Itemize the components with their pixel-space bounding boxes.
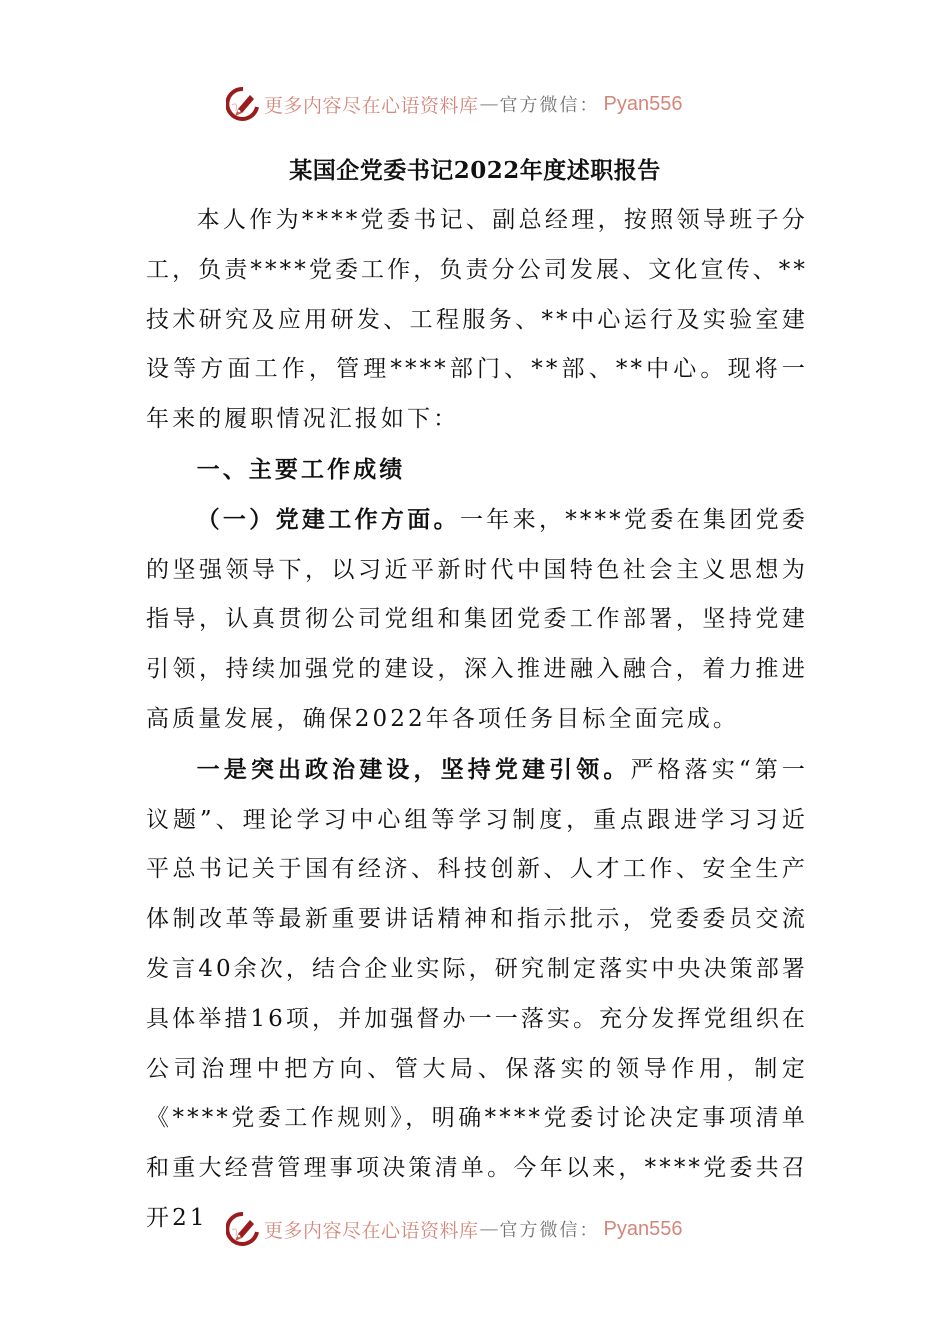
paragraph-text: 严格落实“第一议题”、理论学习中心组等学习制度，重点跟进学习习近平总书记关于国有经济、科技创新、人才工作、安全生产体制改革等最新重要讲话精神和指示批示，党委委员交流发言40余次，结合企业实际，研究制定落实中央决策部署具体举措16项，并加强督办一一落实。充分发挥党组织在公司治理中把方向、管大局、保落实的领导作用，制定《****党委工作规则》，明确****党委讨论决定事项清单和重大经营管理事项决策清单。今年以来，****党委共召开21	[146, 756, 808, 1231]
watermark-label: 官方微信：	[499, 95, 600, 116]
pen-nib-logo-icon	[226, 87, 260, 121]
watermark-label: 官方微信：	[499, 1220, 600, 1241]
watermark-dash: —	[479, 1218, 499, 1240]
document-body	[146, 196, 808, 1244]
section-heading	[146, 445, 808, 495]
watermark-wechat-id: Pyan556	[603, 1217, 683, 1240]
subsection-paragraph	[146, 495, 808, 745]
watermark-dash: —	[479, 93, 499, 115]
watermark-header	[226, 84, 682, 124]
heading-text: 一、主要工作成绩	[196, 455, 406, 483]
paragraph-text: 本人作为****党委书记、副总经理，按照领导班子分工，负责****党委工作，负责分公司发展、文化宣传、**技术研究及应用研发、工程服务、**中心运行及实验室建设等方面工作，管理****部门、**部、**中心。现将一年来的履职情况汇报如下：	[146, 207, 808, 433]
watermark-wechat-id: Pyan556	[603, 92, 683, 115]
intro-paragraph	[146, 196, 808, 445]
paragraph-text: 一年来，****党委在集团党委的坚强领导下，以习近平新时代中国特色社会主义思想为指导，认真贯彻公司党组和集团党委工作部署，坚持党建引领，持续加强党的建设，深入推进融入融合，着力推进高质量发展，确保2022年各项任务目标全面完成。	[146, 506, 809, 732]
watermark-site-text: 更多内容尽在心语资料库	[264, 1219, 479, 1242]
document-title: 某国企党委书记2022年度述职报告	[289, 157, 661, 184]
paragraph-lead: 一是突出政治建设，坚持党建引领。	[196, 755, 631, 783]
point-paragraph	[146, 745, 808, 1244]
pen-nib-logo-icon	[226, 1212, 260, 1246]
paragraph-lead: （一）党建工作方面。	[196, 505, 460, 533]
watermark-site-text: 更多内容尽在心语资料库	[264, 94, 479, 117]
watermark-footer	[226, 1209, 682, 1249]
